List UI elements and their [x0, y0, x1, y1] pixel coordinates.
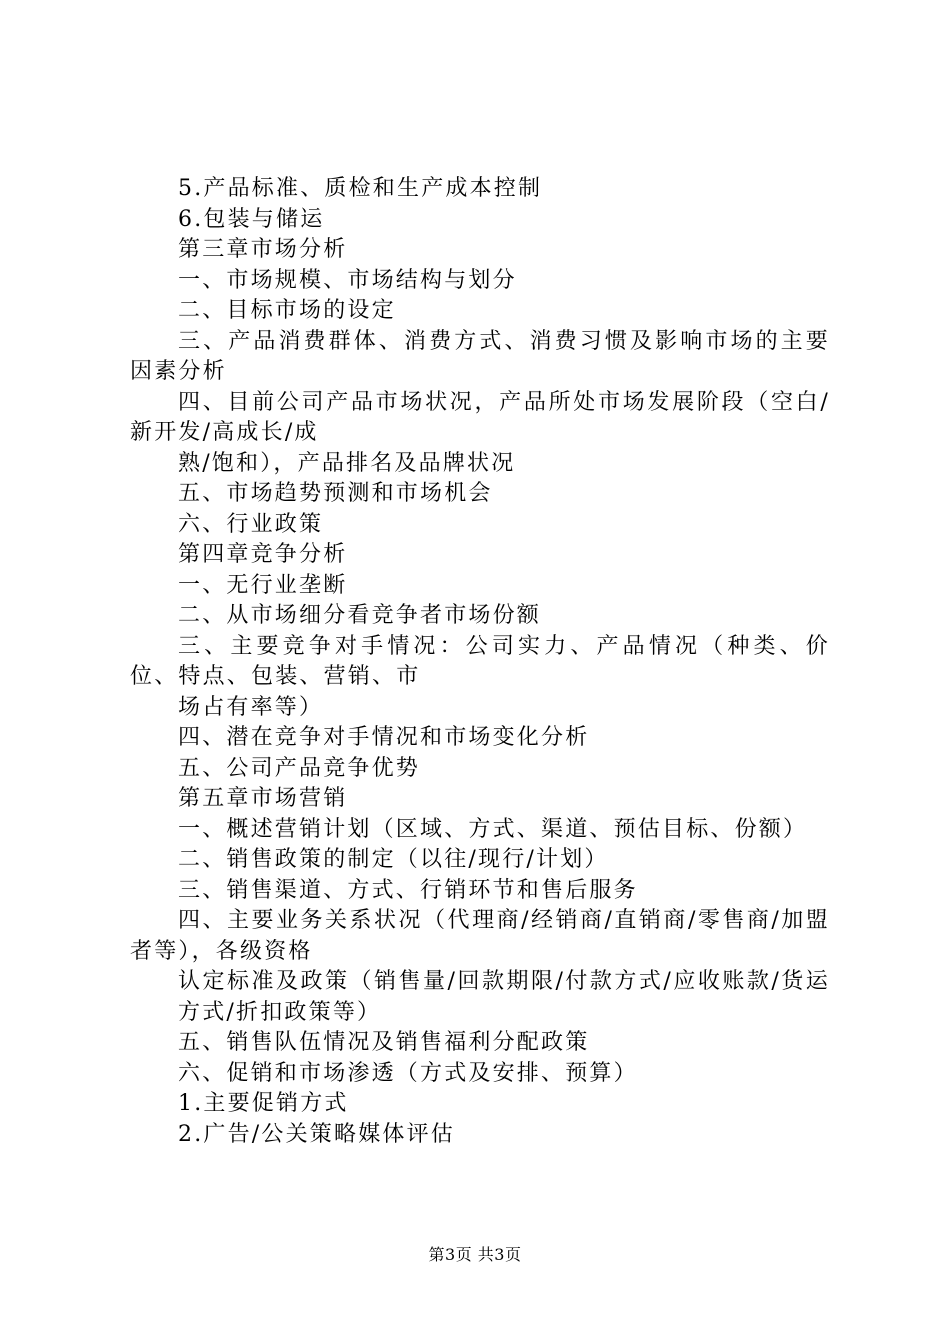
- document-line: 六、促销和市场渗透（方式及安排、预算）: [178, 1060, 638, 1086]
- document-line: 场占有率等）: [178, 694, 324, 720]
- document-line: 5.产品标准、质检和生产成本控制: [178, 176, 543, 201]
- document-line: 认定标准及政策（销售量/回款期限/付款方式/应收账款/货运方式/折扣政策等）: [178, 969, 830, 1025]
- document-line: 二、目标市场的设定: [178, 298, 396, 323]
- document-line: 第四章竞争分析: [178, 542, 348, 567]
- page-footer: 第3页 共3页: [428, 1245, 522, 1264]
- document-line: 四、潜在竞争对手情况和市场变化分析: [178, 725, 590, 750]
- document-line: 一、概述营销计划（区域、方式、渠道、预估目标、份额）: [178, 816, 808, 842]
- document-line: 三、主要竞争对手情况：公司实力、产品情况（种类、价位、特点、包装、营销、市: [130, 633, 830, 689]
- document-line: 一、市场规模、市场结构与划分: [178, 267, 517, 293]
- document-line: 三、销售渠道、方式、行销环节和售后服务: [178, 877, 638, 903]
- document-line: 四、主要业务关系状况（代理商/经销商/直销商/零售商/加盟者等），各级资格: [130, 908, 830, 964]
- document-line: 2.广告/公关策略媒体评估: [178, 1121, 456, 1147]
- document-line: 6.包装与储运: [178, 206, 325, 232]
- document-body: [130, 174, 830, 1150]
- document-line: 四、目前公司产品市场状况，产品所处市场发展阶段（空白/新开发/高成长/成: [130, 389, 830, 445]
- document-line: 五、公司产品竞争优势: [178, 755, 421, 781]
- document-line: 第五章市场营销: [178, 786, 348, 811]
- document-line: 一、无行业垄断: [178, 572, 348, 598]
- document-line: 第三章市场分析: [178, 237, 348, 262]
- document-line: 六、行业政策: [178, 511, 324, 537]
- document-line: 二、从市场细分看竞争者市场份额: [178, 603, 542, 628]
- document-line: 二、销售政策的制定（以往/现行/计划）: [178, 847, 609, 872]
- document-line: 五、销售队伍情况及销售福利分配政策: [178, 1030, 590, 1055]
- document-line: 五、市场趋势预测和市场机会: [178, 481, 493, 506]
- document-line: 1.主要促销方式: [178, 1091, 349, 1116]
- document-line: 熟/饱和），产品排名及品牌状况: [178, 450, 516, 476]
- document-line: 三、产品消费群体、消费方式、消费习惯及影响市场的主要因素分析: [130, 328, 830, 384]
